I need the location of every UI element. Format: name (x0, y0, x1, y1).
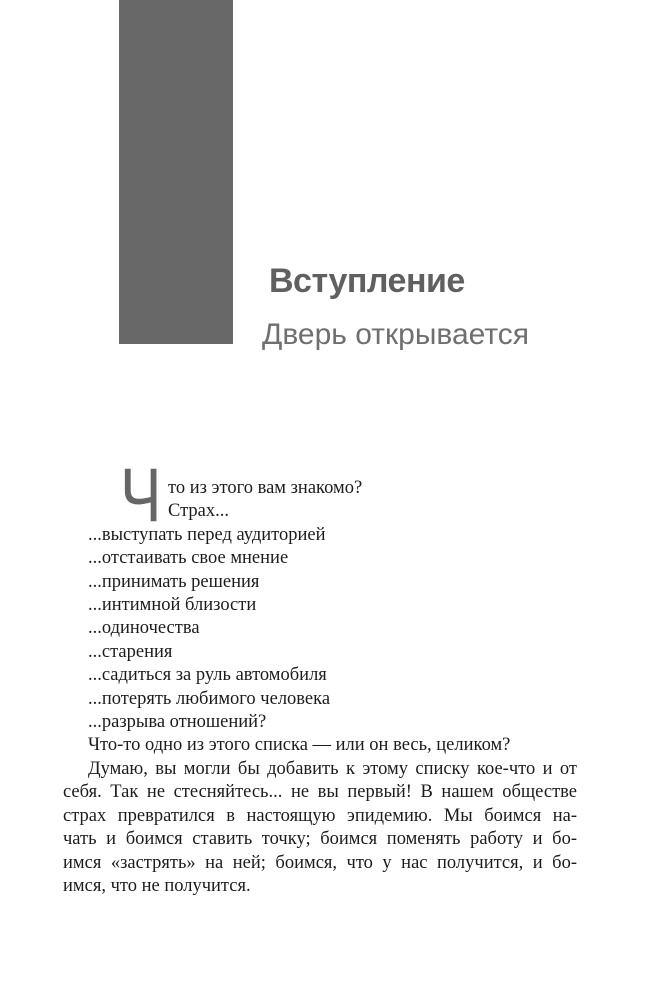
opening-lines (168, 477, 577, 524)
drop-cap-letter: Ч (120, 453, 162, 538)
paragraph-line: имся «застрять» на ней; боимся, что у нас получится, и бо- (63, 852, 577, 873)
paragraph-line: себя. Так не стесняйтесь... не вы первый! В нашем обществе (63, 782, 577, 803)
question-line: Что-то одно из этого списка — или он весь, целиком? (88, 735, 511, 756)
paragraph-line: чать и боимся ставить точку; боимся поменять работу и бо- (63, 829, 577, 850)
text-line: Страх... (168, 501, 229, 522)
fear-list-item: ...старения (88, 641, 173, 662)
chapter-subtitle: Дверь открывается (262, 318, 530, 351)
paragraph-line: Думаю, вы могли бы добавить к этому списку кое-что и от (88, 758, 577, 779)
chapter-title: Вступление (269, 262, 465, 300)
fear-list-item: ...потерять любимого человека (88, 688, 331, 709)
fear-list-item: ...разрыва отношений? (88, 712, 267, 733)
chapter-marker-bar (119, 0, 233, 344)
text-line: то из этого вам знакомо? (168, 478, 363, 498)
fear-list-item: ...интимной близости (88, 595, 257, 616)
body-text (63, 453, 577, 898)
fear-list-item: ...одиночества (88, 618, 200, 639)
fear-list-item: ...отстаивать свое мнение (88, 548, 289, 569)
fear-list-item: ...принимать решения (88, 571, 260, 592)
fear-list-item: ...садиться за руль автомобиля (88, 665, 327, 686)
paragraph-line: страх превратился в настоящую эпидемию. Мы боимся на- (63, 805, 577, 826)
fear-list-item: ...выступать перед аудиторией (88, 524, 326, 545)
paragraph-line: имся, что не получится. (63, 875, 251, 896)
